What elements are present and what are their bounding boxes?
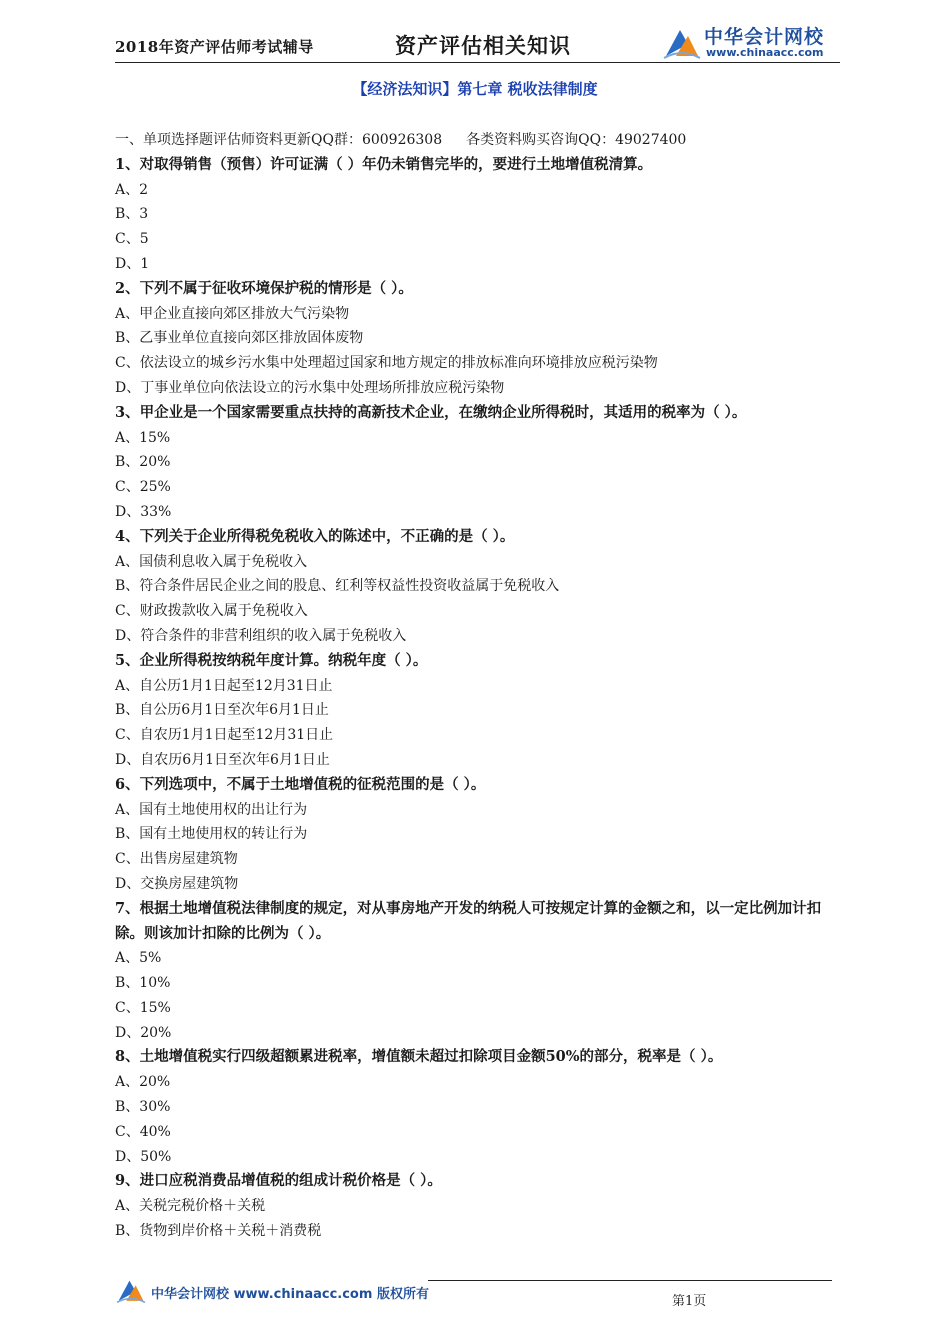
header-course: 2018年资产评估师考试辅导	[115, 38, 314, 56]
page-number: 第1页	[672, 1294, 707, 1309]
answer-option: D、丁事业单位向依法设立的污水集中处理场所排放应税污染物	[115, 379, 505, 396]
answer-option: A、甲企业直接向郊区排放大气污染物	[115, 305, 350, 322]
answer-option: D、50%	[115, 1148, 172, 1165]
answer-option: B、自公历6月1日至次年6月1日止	[115, 702, 329, 719]
footer-rule	[428, 1280, 832, 1281]
question-stem: 3、甲企业是一个国家需要重点扶持的高新技术企业，在缴纳企业所得税时，其适用的税率为（ ）。	[115, 403, 747, 421]
footer-brand	[115, 1276, 435, 1306]
answer-option: A、国有土地使用权的出让行为	[115, 801, 308, 818]
answer-option: D、交换房屋建筑物	[115, 875, 239, 892]
answer-option: D、20%	[115, 1024, 172, 1041]
answer-option: A、自公历1月1日起至12月31日止	[115, 677, 333, 694]
page-header	[115, 22, 840, 62]
answer-option: A、关税完税价格＋关税	[115, 1198, 266, 1215]
chapter-title: 【经济法知识】第七章 税收法律制度	[352, 80, 598, 98]
question-stem: 8、土地增值税实行四级超额累进税率，增值额未超过扣除项目金额50%的部分，税率是（ ）。	[115, 1048, 723, 1066]
answer-option: B、乙事业单位直接向郊区排放固体废物	[115, 330, 364, 347]
logo-url: www.chinaacc.com	[706, 46, 824, 59]
answer-option: C、25%	[115, 479, 171, 496]
logo-mark-icon	[662, 24, 702, 60]
question-stem: 9、进口应税消费品增值税的组成计税价格是（ ）。	[115, 1172, 442, 1190]
answer-option: C、15%	[115, 999, 171, 1016]
question-list	[115, 128, 845, 1244]
answer-option: B、3	[115, 206, 149, 223]
question-stem: 5、企业所得税按纳税年度计算。纳税年度（ ）。	[115, 651, 428, 669]
answer-option: D、自农历6月1日至次年6月1日止	[115, 751, 330, 768]
question-stem: 1、对取得销售（预售）许可证满（ ）年仍未销售完毕的，要进行土地增值税清算。	[115, 155, 653, 173]
question-stem: 7、根据土地增值税法律制度的规定，对从事房地产开发的纳税人可按规定计算的金额之和，以一定比例加计扣除。则该加计扣除的比例为（ ）。	[115, 899, 822, 942]
answer-option: C、财政拨款收入属于免税收入	[115, 603, 308, 620]
answer-option: A、20%	[115, 1074, 171, 1091]
footer-logo-icon	[115, 1276, 147, 1304]
section-heading-text: 一、单项选择题评估师资料更新QQ群：600926308	[115, 132, 443, 148]
answer-option: B、10%	[115, 975, 171, 992]
answer-option: A、5%	[115, 950, 162, 967]
answer-option: C、5	[115, 231, 149, 248]
answer-option: B、国有土地使用权的转让行为	[115, 826, 308, 843]
question-stem: 6、下列选项中，不属于土地增值税的征税范围的是（ ）。	[115, 775, 486, 793]
question-stem: 2、下列不属于征收环境保护税的情形是（ ）。	[115, 279, 413, 297]
chinaacc-logo	[662, 22, 840, 62]
section-heading	[115, 128, 845, 153]
answer-option: C、依法设立的城乡污水集中处理超过国家和地方规定的排放标准向环境排放应税污染物	[115, 355, 658, 372]
logo-name: 中华会计网校	[704, 26, 825, 48]
answer-option: C、自农历1月1日起至12月31日止	[115, 727, 334, 744]
answer-option: D、33%	[115, 503, 172, 520]
answer-option: A、2	[115, 181, 149, 198]
section-contact-text: 各类资料购买咨询QQ：49027400	[466, 132, 687, 148]
question-stem: 4、下列关于企业所得税免税收入的陈述中，不正确的是（ ）。	[115, 527, 515, 545]
answer-option: B、20%	[115, 454, 171, 471]
answer-option: D、符合条件的非营利组织的收入属于免税收入	[115, 627, 407, 644]
answer-option: C、40%	[115, 1123, 171, 1140]
answer-option: B、30%	[115, 1099, 171, 1116]
answer-option: D、1	[115, 255, 150, 272]
answer-option: B、符合条件居民企业之间的股息、红利等权益性投资收益属于免税收入	[115, 578, 560, 595]
header-subject: 资产评估相关知识	[395, 33, 571, 58]
answer-option: B、货物到岸价格＋关税＋消费税	[115, 1223, 322, 1240]
footer-copyright: 中华会计网校 www.chinaacc.com 版权所有	[151, 1287, 429, 1302]
answer-option: A、15%	[115, 429, 171, 446]
header-rule	[115, 62, 840, 63]
answer-option: C、出售房屋建筑物	[115, 851, 238, 868]
answer-option: A、国债利息收入属于免税收入	[115, 553, 308, 570]
